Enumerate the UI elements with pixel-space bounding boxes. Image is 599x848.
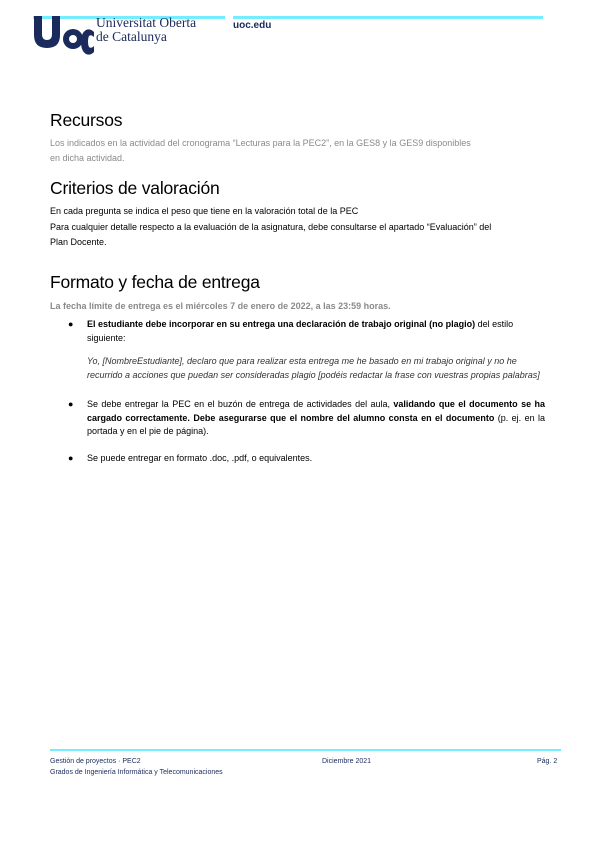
bullet1-bold: El estudiante debe incorporar en su entrega una declaración de trabajo original (no plagio) (87, 319, 476, 329)
criterios-title: Criterios de valoración (50, 178, 220, 198)
footer-left (50, 756, 223, 778)
recursos-title: Recursos (50, 110, 123, 130)
bullet2-bold: validando que el documento se ha cargado correctamente. Debe asegurarse que el nombre del alumno consta en el documento (87, 399, 545, 423)
footer-rule (50, 749, 561, 751)
site-link[interactable]: uoc.edu (233, 20, 272, 31)
formato-title: Formato y fecha de entrega (50, 272, 260, 292)
deadline-text: La fecha límite de entrega es el miércoles 7 de enero de 2022, a las 23:59 horas. (50, 301, 391, 311)
bullet-icon: ● (68, 399, 74, 409)
footer-degree: Grados de Ingeniería Informática y Telecomunicaciones (50, 769, 223, 776)
bullet3-text: Se puede entregar en formato .doc, .pdf, o equivalentes. (87, 452, 313, 463)
list-item (50, 318, 545, 382)
logo-wordmark (96, 16, 236, 44)
bullet2-rest: (p. ej. en la portada y en el pie de página). (87, 412, 545, 436)
header-rule-right (233, 16, 543, 19)
footer-course: Gestión de proyectos · PEC2 (50, 758, 141, 765)
list-item (50, 452, 545, 466)
criterios-line2 (50, 220, 545, 249)
bullet2-pre: Se debe entregar la PEC en el buzón de entrega de actividades del aula, (87, 399, 394, 409)
recursos-body-line1: Los indicados en la actividad del cronograma “Lecturas para la PEC2”, en la GES8 y la GES9 disponibles (50, 138, 471, 148)
logo-line1: Universitat Oberta (96, 15, 197, 30)
recursos-body-line2: en dicha actividad. (50, 152, 125, 163)
recursos-body (50, 136, 545, 165)
footer-page-number: Pág. 2 (537, 758, 558, 765)
bullet-icon: ● (68, 452, 74, 463)
uoc-logo-mark (33, 16, 95, 58)
bullet1-rest: del estilo siguiente: (87, 319, 514, 343)
logo-line2: de Catalunya (96, 29, 167, 44)
criterios-line2a: Para cualquier detalle respecto a la evaluación de la asignatura, debe consultarse el apartado “Evaluación” del (50, 222, 492, 232)
criterios-line1: En cada pregunta se indica el peso que tiene en la valoración total de la PEC (50, 206, 359, 216)
footer-date: Diciembre 2021 (322, 758, 372, 765)
criterios-line2b: Plan Docente. (50, 236, 107, 247)
list-item (50, 398, 545, 439)
plagiarism-statement: Yo, [NombreEstudiante], declaro que para realizar esta entrega me he basado en mi trabajo original y no he recurrido a acciones que puedan ser consideradas plagio [podéis redactar la frase con vuestras propias palabras] (87, 356, 540, 380)
delivery-bullets (50, 318, 545, 465)
bullet-icon: ● (68, 319, 74, 329)
